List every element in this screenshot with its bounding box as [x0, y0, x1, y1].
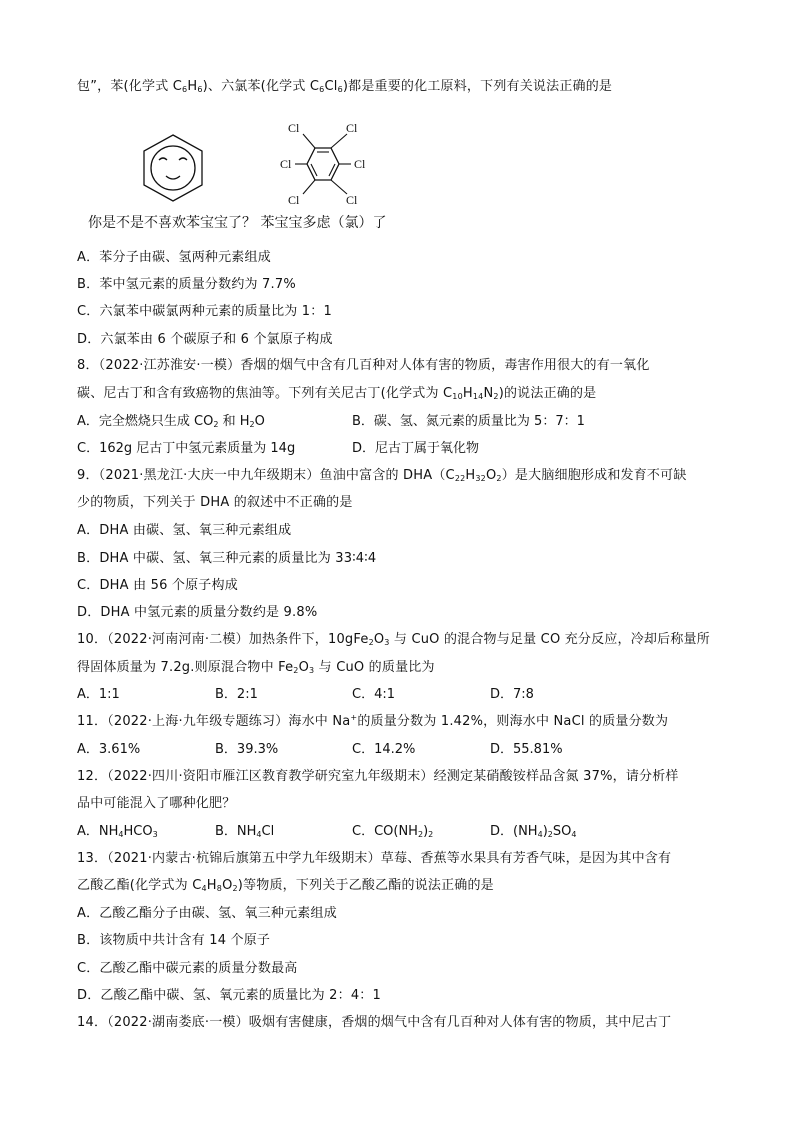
intro-line: 包”，苯(化学式 $C_6H_6$)、六氯苯(化学式 $C_6Cl_6$)都是重要的化工原料，下列有关说法正确的是	[77, 79, 613, 94]
cl-label: Cl	[354, 157, 366, 171]
q9-option-d: D．DHA 中氢元素的质量分数约是 9.8%	[77, 605, 318, 620]
q9-stem-line2: 少的物质，下列关于 DHA 的叙述中不正确的是	[77, 495, 353, 510]
q13-stem-line2: 乙酸乙酯(化学式为 $C_4H_8O_2$)等物质，下列关于乙酸乙酯的说法正确的是	[77, 878, 494, 893]
q13-stem-line1: 13．（2021·内蒙古·杭锦后旗第五中学九年级期末）草莓、香蕉等水果具有芳香气味，是因为其中含有	[77, 851, 672, 866]
q7-option-c: C．六氯苯中碳氯两种元素的质量比为 1：1	[77, 304, 332, 319]
cl-label: Cl	[288, 193, 300, 207]
q11-option-a: A．3.61%	[77, 742, 141, 757]
q8-stem-line2: 碳、尼古丁和含有致癌物的焦油等。下列有关尼古丁(化学式为 $C_{10}H_{14}N_2$)的说法正确的是	[77, 386, 597, 401]
cl-label: Cl	[346, 121, 358, 135]
q11-option-c: C．14.2%	[352, 742, 416, 757]
q12-option-a: A．$NH_4HCO_3$	[77, 824, 158, 839]
q12-option-d: D．$(NH_4)_2SO_4$	[490, 824, 577, 839]
q12-option-b: B．$NH_4Cl$	[215, 824, 275, 839]
q12-stem-line1: 12．（2022·四川·资阳市雁江区教育教学研究室九年级期末）经测定某硝酸铵样品含氮 37%，请分析样	[77, 769, 679, 784]
benzene-smiley-figure	[138, 132, 208, 204]
q13-option-c: C．乙酸乙酯中碳元素的质量分数最高	[77, 961, 298, 976]
q8-options-row1	[77, 413, 717, 431]
q10-option-c: C．4:1	[352, 687, 395, 702]
q8-options-row2	[77, 440, 717, 458]
q10-option-d: D．7:8	[490, 687, 534, 702]
q13-option-a: A．乙酸乙酯分子由碳、氢、氧三种元素组成	[77, 906, 337, 921]
q10-stem-line1: 10．（2022·河南河南·二模）加热条件下，$10gFe_2O_3$ 与 CuO 的混合物与足量 CO 充分反应，冷却后称量所	[77, 632, 710, 647]
q14-stem-line1: 14．（2022·湖南娄底·一模）吸烟有害健康，香烟的烟气中含有几百种对人体有害的物质，其中尼古丁	[77, 1015, 672, 1030]
q10-options	[77, 686, 717, 704]
q7-option-a: A．苯分子由碳、氢两种元素组成	[77, 250, 271, 265]
q8-option-a: A．完全燃烧只生成 $CO_2$ 和 $H_2O$	[77, 414, 265, 429]
q8-stem-line1: 8．（2022·江苏淮安·一模）香烟的烟气中含有几百种对人体有害的物质，毒害作用很大的有一氧化	[77, 358, 650, 373]
q12-options	[77, 823, 717, 841]
hexachlorobenzene-structure	[276, 118, 376, 214]
left-eye	[159, 158, 167, 160]
q7-option-b: B．苯中氢元素的质量分数约为 7.7%	[77, 277, 296, 292]
q10-option-a: A．1:1	[77, 687, 120, 702]
q10-option-b: B．2:1	[215, 687, 258, 702]
q8-option-c: C．162g 尼古丁中氢元素质量为 14g	[77, 441, 296, 456]
right-eye	[179, 158, 187, 160]
q9-option-b: B．DHA 中碳、氢、氧三种元素的质量比为 33∶4∶4	[77, 551, 377, 566]
benzene-ring-circle	[151, 146, 195, 190]
q12-stem-line2: 品中可能混入了哪种化肥？	[77, 796, 236, 811]
q13-option-b: B．该物质中共计含有 14 个原子	[77, 933, 271, 948]
cl-label: Cl	[280, 157, 292, 171]
smile-mouth	[166, 176, 180, 179]
cl-label: Cl	[288, 121, 300, 135]
q12-option-c: C．$CO(NH_2)_2$	[352, 824, 434, 839]
q11-stem: 11．（2022·上海·九年级专题练习）海水中 Na+的质量分数为 1.42%，则海水中 NaCl 的质量分数为	[77, 713, 669, 729]
benzene-hexagon	[144, 135, 202, 201]
q8-option-d: D．尼古丁属于氧化物	[352, 441, 480, 456]
q11-option-d: D．55.81%	[490, 742, 563, 757]
q13-option-d: D．乙酸乙酯中碳、氢、氧元素的质量比为 2：4：1	[77, 988, 381, 1003]
q9-option-a: A．DHA 由碳、氢、氧三种元素组成	[77, 523, 292, 538]
q7-option-d: D．六氯苯由 6 个碳原子和 6 个氯原子构成	[77, 332, 333, 347]
q8-option-b: B．碳、氢、氮元素的质量比为 5：7：1	[352, 414, 585, 429]
q11-option-b: B．39.3%	[215, 742, 279, 757]
q11-options	[77, 741, 717, 759]
cl-label: Cl	[346, 193, 358, 207]
q9-option-c: C．DHA 由 56 个原子构成	[77, 578, 238, 593]
hexachlorobenzene-ring	[307, 148, 339, 180]
q10-stem-line2: 得固体质量为 7.2g.则原混合物中 $Fe_2O_3$ 与 CuO 的质量比为	[77, 660, 435, 675]
figure-caption: 你是不是不喜欢苯宝宝了？ 苯宝宝多虑（氯）了	[88, 215, 387, 231]
q9-stem-line1: 9．（2021·黑龙江·大庆一中九年级期末）鱼油中富含的 $DHA(C_{22}H_{32}O_2)$是大脑细胞形成和发育不可缺	[77, 468, 687, 483]
